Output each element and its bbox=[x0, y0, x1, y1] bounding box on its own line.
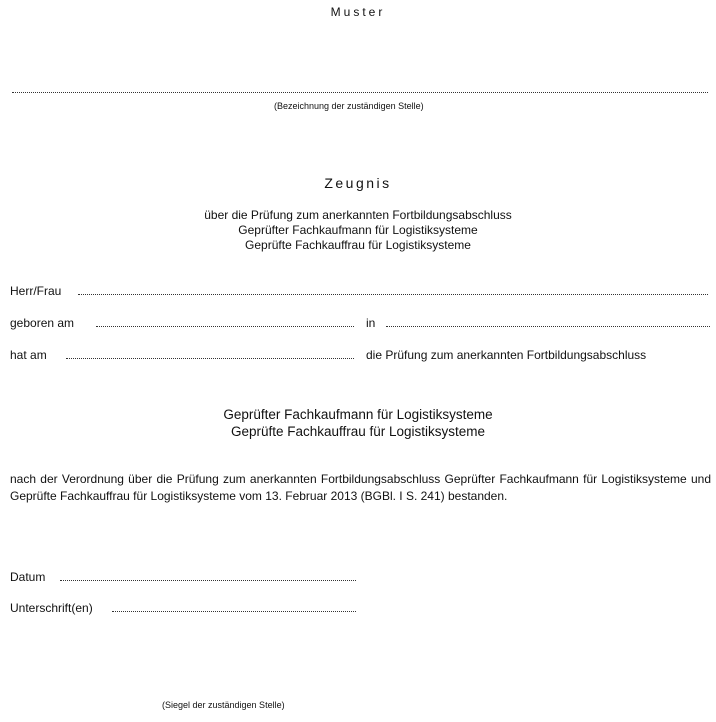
document-heading-muster: Muster bbox=[330, 5, 386, 19]
signature-field-line bbox=[112, 611, 356, 612]
qualification-title bbox=[0, 406, 716, 440]
qualification-line-2: Geprüfte Fachkauffrau für Logistiksysteme bbox=[230, 424, 486, 439]
name-field-line bbox=[78, 294, 708, 295]
certificate-title: Zeugnis bbox=[324, 175, 392, 191]
date-field-line bbox=[60, 580, 356, 581]
intro-line-3: Geprüfte Fachkauffrau für Logistiksysteme bbox=[245, 238, 471, 252]
authority-name-line bbox=[12, 92, 708, 93]
certificate-intro bbox=[0, 208, 716, 253]
exam-date-field-line bbox=[66, 358, 354, 359]
qualification-line-1: Geprüfter Fachkaufmann für Logistiksysteme bbox=[223, 407, 493, 422]
born-label: geboren am bbox=[10, 316, 75, 330]
signature-label: Unterschrift(en) bbox=[10, 601, 93, 615]
authority-caption: (Bezeichnung der zuständigen Stelle) bbox=[274, 101, 424, 111]
exam-date-label: hat am bbox=[10, 348, 47, 362]
date-label: Datum bbox=[10, 570, 46, 584]
exam-text: die Prüfung zum anerkannten Fortbildungsabschluss bbox=[366, 348, 647, 362]
birthplace-field-line bbox=[386, 326, 710, 327]
intro-line-1: über die Prüfung zum anerkannten Fortbildungsabschluss bbox=[204, 208, 512, 222]
birthplace-label: in bbox=[366, 316, 376, 330]
regulation-paragraph: nach der Verordnung über die Prüfung zum anerkannten Fortbildungsabschluss Geprüfter Fachkaufmann für Logistiksysteme und Geprüfte Fachkauffrau für Logistiksysteme vom 13. Februar 2013 (BGBl. I S. 241) bestanden. bbox=[10, 472, 711, 503]
name-label: Herr/Frau bbox=[10, 284, 62, 298]
intro-line-2: Geprüfter Fachkaufmann für Logistiksysteme bbox=[238, 223, 478, 237]
birthdate-field-line bbox=[96, 326, 354, 327]
seal-caption: (Siegel der zuständigen Stelle) bbox=[162, 700, 285, 710]
